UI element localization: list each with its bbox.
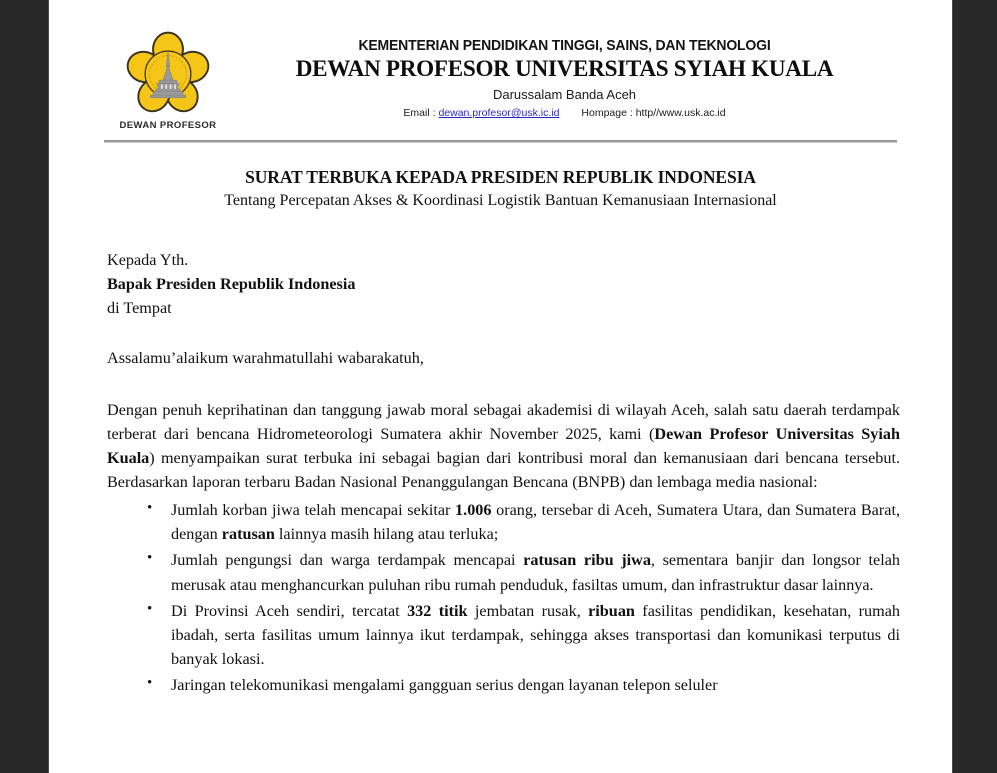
email-label: Email : xyxy=(403,107,439,119)
bullet-1-part2: , sementara banjir dan longsor telah merusak atau menghancurkan puluhan ribu rumah penduduk, fasiltas umum, dan infrastruktur dasar lainnya. xyxy=(171,551,900,594)
email-link[interactable]: dewan.profesor@usk.ic.id xyxy=(438,107,560,119)
document-title-block xyxy=(104,167,897,210)
usk-dewan-profesor-logo-icon xyxy=(124,30,212,118)
list-item xyxy=(147,498,900,546)
document-title: SURAT TERBUKA KEPADA PRESIDEN REPUBLIK INDONESIA xyxy=(245,167,756,187)
bullet-2-part3: fasilitas pendidikan, kesehatan, rumah ibadah, serta fasilitas umum lainnya ikut terdampak, sehingga akses transportasi dan komunikasi terputus di banyak lokasi. xyxy=(171,601,901,668)
paragraph-intro-part1: Dengan penuh keprihatinan dan tanggung jawab moral sebagai akademisi di wilayah Aceh, salah satu daerah terdampak terberat dari bencana Hidrometeorologi Sumatera akhir November 2025, kami ( xyxy=(107,400,900,443)
bullet-0-part2: orang, tersebar di Aceh, Sumatera Utara, dan Sumatera Barat, dengan xyxy=(171,501,900,544)
institution-line: DEWAN PROFESOR UNIVERSITAS SYIAH KUALA xyxy=(295,56,834,82)
bullet-1-bold1: ratusan ribu jiwa xyxy=(523,551,651,570)
logo-caption: DEWAN PROFESOR xyxy=(119,120,217,131)
bullet-1-part1: Jumlah pengungsi dan warga terdampak mencapai xyxy=(171,551,524,570)
letterhead-divider xyxy=(104,140,897,143)
greeting-line: Assalamu’alaikum warahmatullahi wabarakatuh, xyxy=(107,349,424,368)
bullet-0-bold1: 1.006 xyxy=(455,501,492,520)
document-body xyxy=(107,248,900,697)
addressee-line-3: di Tempat xyxy=(107,299,172,318)
addressee-block xyxy=(107,248,900,320)
paragraph-intro-part2: ) menyampaikan surat terbuka ini sebagai bagian dari kontribusi moral dan kemanusiaan dari bencana tersebut. Berdasarkan laporan terbaru Badan Nasional Penanggulangan Bencana (BNPB) dan lembaga media nasional: xyxy=(107,448,900,491)
homepage-label: Hompage : xyxy=(581,107,636,119)
ministry-line: KEMENTERIAN PENDIDIKAN TINGGI, SAINS, DAN TEKNOLOGI xyxy=(358,38,771,54)
list-item xyxy=(147,599,900,671)
location-line: Darussalam Banda Aceh xyxy=(492,87,637,102)
bullet-0-part1: Jumlah korban jiwa telah mencapai sekitar xyxy=(171,501,456,520)
facts-list xyxy=(107,498,900,697)
list-item xyxy=(147,673,900,697)
logo-block xyxy=(104,22,232,131)
bullet-2-part2: jembatan rusak, xyxy=(467,601,589,620)
bullet-2-bold1: 332 titik xyxy=(407,601,468,620)
homepage-value: http//www.usk.ac.id xyxy=(635,107,726,119)
bullet-0-bold2: ratusan xyxy=(221,525,275,544)
letterhead xyxy=(104,0,897,131)
paragraph-intro-bold: Dewan Profesor Universitas Syiah Kuala xyxy=(107,424,900,467)
bullet-3-part1: Jaringan telekomunikasi mengalami gangguan serius dengan layanan telepon seluler xyxy=(171,676,718,695)
bullet-0-part3: lainnya masih hilang atau terluka; xyxy=(274,525,499,544)
document-subtitle: Tentang Percepatan Akses & Koordinasi Logistik Bantuan Kemanusiaan Internasional xyxy=(224,192,777,209)
contact-line xyxy=(232,107,897,119)
paragraph-intro xyxy=(107,398,900,495)
bullet-2-bold2: ribuan xyxy=(588,601,635,620)
addressee-line-1: Kepada Yth. xyxy=(107,251,189,269)
letterhead-text xyxy=(232,22,897,119)
document-page xyxy=(49,0,952,773)
bullet-2-part1: Di Provinsi Aceh sendiri, tercatat xyxy=(171,601,408,620)
list-item xyxy=(147,548,900,596)
addressee-line-2: Bapak Presiden Republik Indonesia xyxy=(107,275,356,294)
